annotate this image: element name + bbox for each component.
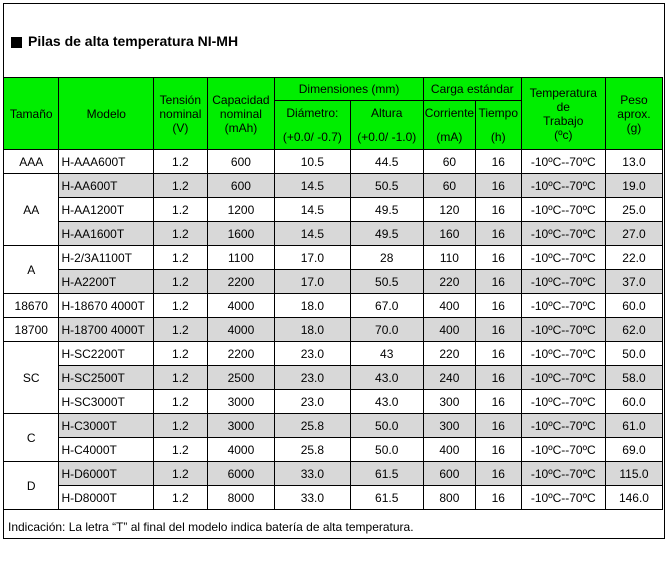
- table-row: [4, 294, 663, 318]
- header-size: Tamaño: [4, 78, 59, 150]
- cell-weight: 69.0: [605, 438, 662, 462]
- table-row: [4, 414, 663, 438]
- cell-time: 16: [475, 150, 521, 174]
- cell-diameter: 14.5: [275, 222, 350, 246]
- cell-temperature: -10ºC--70ºC: [521, 294, 605, 318]
- cell-size: D: [4, 462, 59, 510]
- header-temperature-line: Temperatura: [529, 85, 597, 100]
- header-model: Modelo: [59, 78, 154, 150]
- table-row: [4, 198, 663, 222]
- cell-current: 220: [423, 270, 475, 294]
- cell-height: 50.5: [350, 174, 423, 198]
- cell-model: H-18670 4000T: [59, 294, 154, 318]
- cell-time: 16: [475, 174, 521, 198]
- cell-diameter: 25.8: [275, 414, 350, 438]
- cell-diameter: 33.0: [275, 486, 350, 510]
- cell-time: 16: [475, 390, 521, 414]
- cell-weight: 146.0: [605, 486, 662, 510]
- title-bar: [4, 4, 664, 78]
- cell-model: H-AAA600T: [59, 150, 154, 174]
- cell-height: 50.0: [350, 414, 423, 438]
- cell-diameter: 10.5: [275, 150, 350, 174]
- header-time: [475, 101, 521, 150]
- cell-model: H-2/3A1100T: [59, 246, 154, 270]
- header-current-line: (mA): [436, 130, 463, 144]
- cell-model: H-D6000T: [59, 462, 154, 486]
- cell-temperature: -10ºC--70ºC: [521, 414, 605, 438]
- cell-temperature: -10ºC--70ºC: [521, 270, 605, 294]
- cell-current: 800: [423, 486, 475, 510]
- table-row: [4, 246, 663, 270]
- cell-capacity: 2200: [207, 342, 275, 366]
- header-time-line: Tiempo: [478, 106, 519, 120]
- table-row: [4, 342, 663, 366]
- cell-weight: 13.0: [605, 150, 662, 174]
- header-time-line: (h): [490, 130, 506, 144]
- cell-temperature: -10ºC--70ºC: [521, 222, 605, 246]
- spec-table-body: [4, 150, 663, 510]
- cell-voltage: 1.2: [154, 174, 208, 198]
- cell-diameter: 18.0: [275, 294, 350, 318]
- cell-current: 240: [423, 366, 475, 390]
- header-weight-line: (g): [626, 120, 642, 135]
- header-temperature-line: de: [556, 99, 570, 114]
- header-weight: [605, 78, 662, 150]
- cell-time: 16: [475, 486, 521, 510]
- cell-voltage: 1.2: [154, 342, 208, 366]
- cell-weight: 50.0: [605, 342, 662, 366]
- cell-weight: 60.0: [605, 390, 662, 414]
- header-current: [423, 101, 475, 150]
- cell-capacity: 3000: [207, 390, 275, 414]
- spec-sheet: [3, 3, 665, 539]
- cell-temperature: -10ºC--70ºC: [521, 366, 605, 390]
- table-row: [4, 486, 663, 510]
- header-dimensions: Dimensiones (mm): [275, 78, 424, 101]
- cell-current: 120: [423, 198, 475, 222]
- cell-height: 43.0: [350, 366, 423, 390]
- cell-weight: 60.0: [605, 294, 662, 318]
- cell-model: H-AA600T: [59, 174, 154, 198]
- cell-model: H-18700 4000T: [59, 318, 154, 342]
- cell-weight: 62.0: [605, 318, 662, 342]
- cell-diameter: 17.0: [275, 270, 350, 294]
- cell-temperature: -10ºC--70ºC: [521, 342, 605, 366]
- cell-temperature: -10ºC--70ºC: [521, 438, 605, 462]
- cell-capacity: 8000: [207, 486, 275, 510]
- cell-temperature: -10ºC--70ºC: [521, 390, 605, 414]
- cell-current: 600: [423, 462, 475, 486]
- cell-current: 160: [423, 222, 475, 246]
- cell-voltage: 1.2: [154, 486, 208, 510]
- cell-diameter: 17.0: [275, 246, 350, 270]
- table-row: [4, 366, 663, 390]
- cell-time: 16: [475, 198, 521, 222]
- header-weight-line: Peso: [620, 92, 648, 107]
- header-weight-line: aprox.: [617, 106, 651, 121]
- cell-model: H-C3000T: [59, 414, 154, 438]
- cell-temperature: -10ºC--70ºC: [521, 246, 605, 270]
- square-bullet-icon: [11, 37, 22, 48]
- cell-time: 16: [475, 294, 521, 318]
- table-row: [4, 390, 663, 414]
- table-row: [4, 270, 663, 294]
- cell-current: 60: [423, 150, 475, 174]
- cell-diameter: 23.0: [275, 342, 350, 366]
- cell-current: 400: [423, 438, 475, 462]
- table-row: [4, 174, 663, 198]
- cell-diameter: 14.5: [275, 174, 350, 198]
- header-capacity: [207, 78, 275, 150]
- header-diameter: [275, 101, 350, 150]
- cell-time: 16: [475, 222, 521, 246]
- cell-time: 16: [475, 318, 521, 342]
- cell-model: H-C4000T: [59, 438, 154, 462]
- cell-capacity: 6000: [207, 462, 275, 486]
- cell-height: 49.5: [350, 198, 423, 222]
- header-temperature: [521, 78, 605, 150]
- cell-size: 18670: [4, 294, 59, 318]
- cell-current: 60: [423, 174, 475, 198]
- cell-size: AA: [4, 174, 59, 246]
- cell-diameter: 18.0: [275, 318, 350, 342]
- cell-model: H-A2200T: [59, 270, 154, 294]
- cell-capacity: 2500: [207, 366, 275, 390]
- cell-weight: 61.0: [605, 414, 662, 438]
- cell-voltage: 1.2: [154, 414, 208, 438]
- cell-capacity: 1100: [207, 246, 275, 270]
- cell-diameter: 33.0: [275, 462, 350, 486]
- cell-model: H-AA1600T: [59, 222, 154, 246]
- table-row: [4, 462, 663, 486]
- cell-size: SC: [4, 342, 59, 414]
- header-diameter-line: Diámetro:: [286, 106, 339, 120]
- cell-height: 50.0: [350, 438, 423, 462]
- header-capacity-line: Capacidad: [212, 92, 270, 107]
- cell-temperature: -10ºC--70ºC: [521, 174, 605, 198]
- cell-height: 67.0: [350, 294, 423, 318]
- header-height-line: (+0.0/ -1.0): [357, 130, 417, 144]
- cell-voltage: 1.2: [154, 390, 208, 414]
- cell-capacity: 3000: [207, 414, 275, 438]
- cell-model: H-D8000T: [59, 486, 154, 510]
- cell-voltage: 1.2: [154, 222, 208, 246]
- cell-weight: 27.0: [605, 222, 662, 246]
- cell-weight: 25.0: [605, 198, 662, 222]
- cell-time: 16: [475, 438, 521, 462]
- header-capacity-line: nominal: [219, 106, 262, 121]
- cell-diameter: 14.5: [275, 198, 350, 222]
- header-diameter-line: (+0.0/ -0.7): [282, 130, 342, 144]
- header-temperature-line: (ºc): [554, 127, 573, 142]
- cell-voltage: 1.2: [154, 294, 208, 318]
- header-height-line: Altura: [371, 106, 403, 120]
- cell-height: 70.0: [350, 318, 423, 342]
- cell-voltage: 1.2: [154, 150, 208, 174]
- cell-height: 43.0: [350, 390, 423, 414]
- cell-current: 220: [423, 342, 475, 366]
- cell-current: 400: [423, 294, 475, 318]
- page-title: Pilas de alta temperatura NI-MH: [28, 33, 239, 49]
- header-height: [350, 101, 423, 150]
- cell-temperature: -10ºC--70ºC: [521, 198, 605, 222]
- footnote: Indicación: La letra “T” al final del modelo indica batería de alta temperatura.: [8, 520, 414, 534]
- cell-temperature: -10ºC--70ºC: [521, 150, 605, 174]
- cell-size: AAA: [4, 150, 59, 174]
- cell-weight: 115.0: [605, 462, 662, 486]
- cell-height: 44.5: [350, 150, 423, 174]
- cell-size: A: [4, 246, 59, 294]
- cell-capacity: 4000: [207, 318, 275, 342]
- cell-weight: 22.0: [605, 246, 662, 270]
- cell-time: 16: [475, 342, 521, 366]
- cell-size: C: [4, 414, 59, 462]
- cell-voltage: 1.2: [154, 198, 208, 222]
- cell-model: H-SC3000T: [59, 390, 154, 414]
- cell-weight: 58.0: [605, 366, 662, 390]
- header-voltage: [154, 78, 208, 150]
- battery-spec-table: [3, 77, 663, 510]
- cell-model: H-AA1200T: [59, 198, 154, 222]
- cell-height: 50.5: [350, 270, 423, 294]
- cell-height: 28: [350, 246, 423, 270]
- cell-voltage: 1.2: [154, 270, 208, 294]
- table-row: [4, 150, 663, 174]
- cell-time: 16: [475, 366, 521, 390]
- cell-temperature: -10ºC--70ºC: [521, 462, 605, 486]
- header-capacity-line: (mAh): [224, 120, 258, 135]
- header-temperature-line: Trabajo: [543, 113, 584, 128]
- table-row: [4, 222, 663, 246]
- cell-capacity: 600: [207, 174, 275, 198]
- cell-height: 43: [350, 342, 423, 366]
- cell-time: 16: [475, 246, 521, 270]
- cell-size: 18700: [4, 318, 59, 342]
- cell-diameter: 23.0: [275, 366, 350, 390]
- cell-current: 300: [423, 390, 475, 414]
- cell-voltage: 1.2: [154, 318, 208, 342]
- cell-current: 110: [423, 246, 475, 270]
- table-row: [4, 318, 663, 342]
- table-row: [4, 438, 663, 462]
- header-charge: Carga estándar: [423, 78, 521, 101]
- cell-capacity: 600: [207, 150, 275, 174]
- cell-model: H-SC2200T: [59, 342, 154, 366]
- cell-weight: 19.0: [605, 174, 662, 198]
- cell-temperature: -10ºC--70ºC: [521, 486, 605, 510]
- header-current-line: Corriente: [424, 106, 475, 120]
- cell-current: 300: [423, 414, 475, 438]
- cell-temperature: -10ºC--70ºC: [521, 318, 605, 342]
- cell-time: 16: [475, 414, 521, 438]
- header-voltage-line: (V): [172, 120, 189, 135]
- header-voltage-line: Tensión: [159, 92, 202, 107]
- cell-model: H-SC2500T: [59, 366, 154, 390]
- cell-time: 16: [475, 462, 521, 486]
- cell-capacity: 4000: [207, 438, 275, 462]
- cell-time: 16: [475, 270, 521, 294]
- cell-voltage: 1.2: [154, 246, 208, 270]
- cell-capacity: 1600: [207, 222, 275, 246]
- cell-height: 49.5: [350, 222, 423, 246]
- cell-current: 400: [423, 318, 475, 342]
- cell-capacity: 2200: [207, 270, 275, 294]
- cell-diameter: 25.8: [275, 438, 350, 462]
- cell-voltage: 1.2: [154, 366, 208, 390]
- cell-voltage: 1.2: [154, 438, 208, 462]
- header-voltage-line: nominal: [159, 106, 202, 121]
- cell-voltage: 1.2: [154, 462, 208, 486]
- cell-diameter: 23.0: [275, 390, 350, 414]
- cell-capacity: 4000: [207, 294, 275, 318]
- cell-capacity: 1200: [207, 198, 275, 222]
- cell-height: 61.5: [350, 486, 423, 510]
- cell-weight: 37.0: [605, 270, 662, 294]
- cell-height: 61.5: [350, 462, 423, 486]
